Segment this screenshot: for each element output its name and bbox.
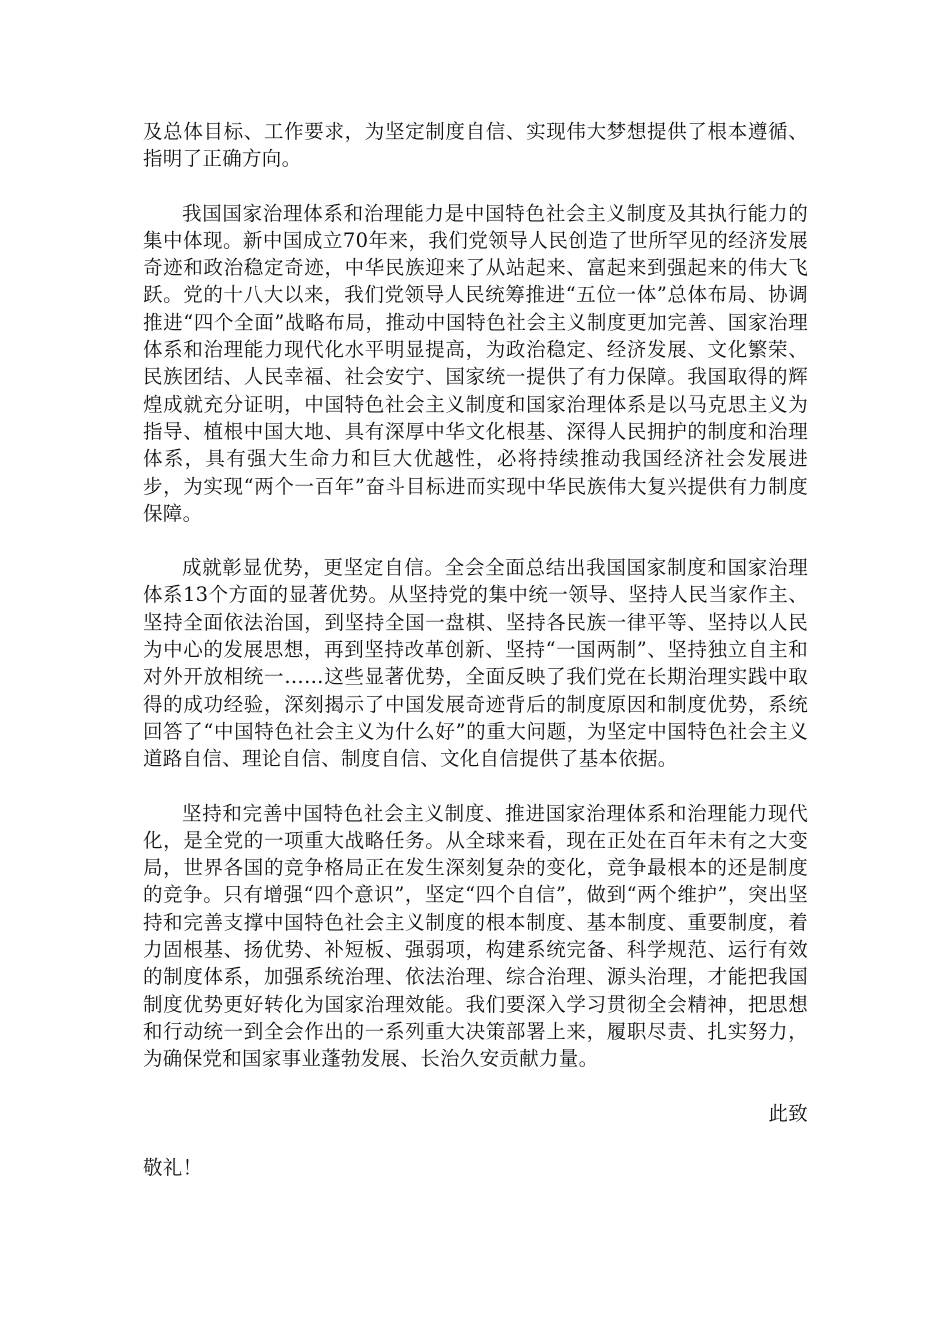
paragraph-advantages: 成就彰显优势，更坚定自信。全会全面总结出我国国家制度和国家治理体系13个方面的显著优势。从坚持党的集中统一领导、坚持人民当家作主、坚持全面依法治国，到坚持全国一盘棋、坚持各民族一律平等、坚持以人民为中心的发展思想，再到坚持改革创新、坚持“一国两制”、坚持独立自主和对外开放相统一……这些显著优势，全面反映了我们党在长期治理实践中取得的成功经验，深刻揭示了中国发展奇迹背后的制度原因和制度优势，系统回答了“中国特色社会主义为什么好”的重大问题，为坚定中国特色社会主义道路自信、理论自信、制度自信、文化自信提供了基本依据。 [143, 556, 808, 771]
paragraph-governance-system: 我国国家治理体系和治理能力是中国特色社会主义制度及其执行能力的集中体现。新中国成立70年来，我们党领导人民创造了世所罕见的经济发展奇迹和政治稳定奇迹，中华民族迎来了从站起来、富起来到强起来的伟大飞跃。党的十八大以来，我们党领导人民统筹推进“五位一体”总体布局、协调推进“四个全面”战略布局，推动中国特色社会主义制度更加完善、国家治理体系和治理能力现代化水平明显提高，为政治稳定、经济发展、文化繁荣、民族团结、人民幸福、社会安宁、国家统一提供了有力保障。我国取得的辉煌成就充分证明，中国特色社会主义制度和国家治理体系是以马克思主义为指导、植根中国大地、具有深厚中华文化根基、深得人民拥护的制度和治理体系，具有强大生命力和巨大优越性，必将持续推动我国经济社会发展进步，为实现“两个一百年”奋斗目标进而实现中华民族伟大复兴提供有力制度保障。 [143, 201, 808, 525]
salutation: 敬礼！ [143, 1155, 203, 1179]
paragraph-continuation: 及总体目标、工作要求，为坚定制度自信、实现伟大梦想提供了根本遵循、指明了正确方向。 [143, 120, 808, 171]
paragraph-strategic-task: 坚持和完善中国特色社会主义制度、推进国家治理体系和治理能力现代化，是全党的一项重大战略任务。从全球来看，现在正处在百年未有之大变局，世界各国的竞争格局正在发生深刻复杂的变化，竞争最根本的还是制度的竞争。只有增强“四个意识”，坚定“四个自信”，做到“两个维护”，突出坚持和完善支撑中国特色社会主义制度的根本制度、基本制度、重要制度，着力固根基、扬优势、补短板、强弱项，构建系统完备、科学规范、运行有效的制度体系，加强系统治理、依法治理、综合治理、源头治理，才能把我国制度优势更好转化为国家治理效能。我们要深入学习贯彻全会精神，把思想和行动统一到全会作出的一系列重大决策部署上来，履职尽责、扎实努力，为确保党和国家事业蓬勃发展、长治久安贡献力量。 [143, 801, 808, 1071]
closing-phrase: 此致 [768, 1101, 808, 1125]
document-body [143, 118, 808, 1181]
